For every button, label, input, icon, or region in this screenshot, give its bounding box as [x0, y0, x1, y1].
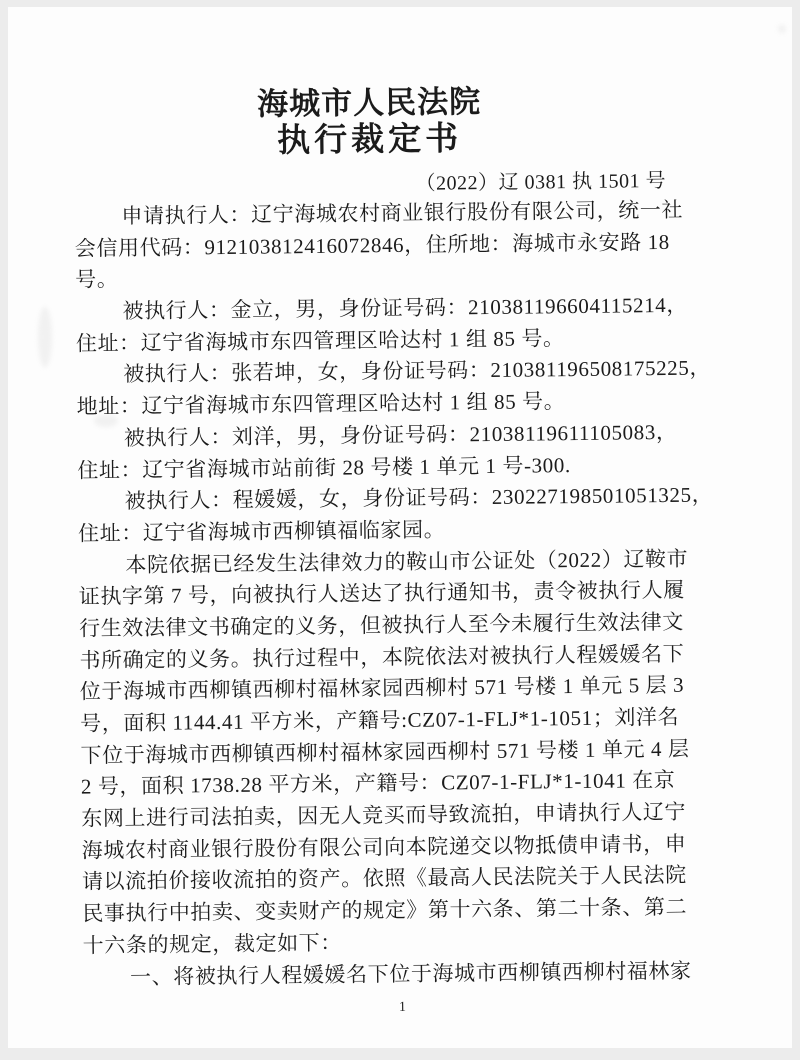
- text-line: 地址：辽宁省海城市东四管理区哈达村 1 组 85 号。: [76, 389, 566, 419]
- document-title: 执行裁定书: [276, 121, 463, 160]
- text-line: 号，面积 1144.41 平方米，产籍号:CZ07-1-FLJ*1-1051；刘洋名: [80, 704, 680, 736]
- text-line: 下位于海城市西柳镇西柳村福林家园西柳村 571 号楼 1 单元 4 层: [80, 736, 690, 768]
- text-line: 住址：辽宁省海城市东四管理区哈达村 1 组 85 号。: [75, 325, 565, 356]
- text-line: 书所确定的义务。执行过程中，本院依法对被执行人程媛媛名下: [79, 641, 685, 673]
- text-line: 会信用代码：912103812416072846，住所地：海城市永安路 18: [74, 229, 670, 261]
- text-line: 住址：辽宁省海城市西柳镇福临家园。: [77, 517, 446, 546]
- text-line: 申请执行人：辽宁海城农村商业银行股份有限公司，统一社: [121, 197, 684, 229]
- text-line: 2 号，面积 1738.28 平方米，产籍号：CZ07-1-FLJ*1-1041 在京: [80, 768, 676, 800]
- text-line: 被执行人：程媛媛，女，身份证号码：230227198501051325，: [124, 482, 714, 514]
- text-line: 本院依据已经发生法律效力的鞍山市公证处（2022）辽鞍市: [125, 546, 689, 577]
- document-header: [3, 81, 736, 163]
- page-number: 1: [398, 999, 407, 1016]
- text-line: 住址：辽宁省海城市站前街 28 号楼 1 单元 1 号-300.: [77, 452, 571, 483]
- case-number: （2022）辽 0381 执 1501 号: [415, 169, 667, 195]
- court-name: 海城市人民法院: [256, 84, 482, 122]
- text-line: 十六条的规定，裁定如下：: [82, 930, 343, 958]
- text-line: 位于海城市西柳镇西柳村福林家园西柳村 571 号楼 1 单元 5 层 3: [79, 673, 685, 704]
- text-line: 请以流拍价接收流拍的资产。依照《最高人民法院关于人民法院: [81, 863, 687, 895]
- text-line: 证执字第 7 号，向被执行人送达了执行通知书，责令被执行人履: [78, 578, 685, 609]
- text-line: 行生效法律文书确定的义务，但被执行人至今未履行生效法律文: [78, 609, 685, 641]
- text-line: 海城农村商业银行股份有限公司向本院递交以物抵债申请书，申: [81, 831, 687, 863]
- document-content: [2, 3, 798, 1053]
- text-line: 号。: [75, 267, 119, 293]
- text-line: 一、将被执行人程媛媛名下位于海城市西柳镇西柳村福林家: [129, 958, 692, 989]
- text-line: 民事执行中拍卖、变卖财产的规定》第十六条、第二十条、第二: [82, 894, 688, 926]
- text-line: 被执行人：张若坤，女，身份证号码：210381196508175225，: [123, 355, 712, 387]
- text-line: 东网上进行司法拍卖，因无人竞买而导致流拍，申请执行人辽宁: [81, 799, 687, 831]
- document-body: [74, 194, 751, 994]
- text-line: 被执行人：金立，男，身份证号码：210381196604115214，: [122, 292, 689, 324]
- text-line: 被执行人：刘洋，男，身份证号码：21038119611105083，: [123, 419, 678, 450]
- document-page: [8, 7, 792, 1048]
